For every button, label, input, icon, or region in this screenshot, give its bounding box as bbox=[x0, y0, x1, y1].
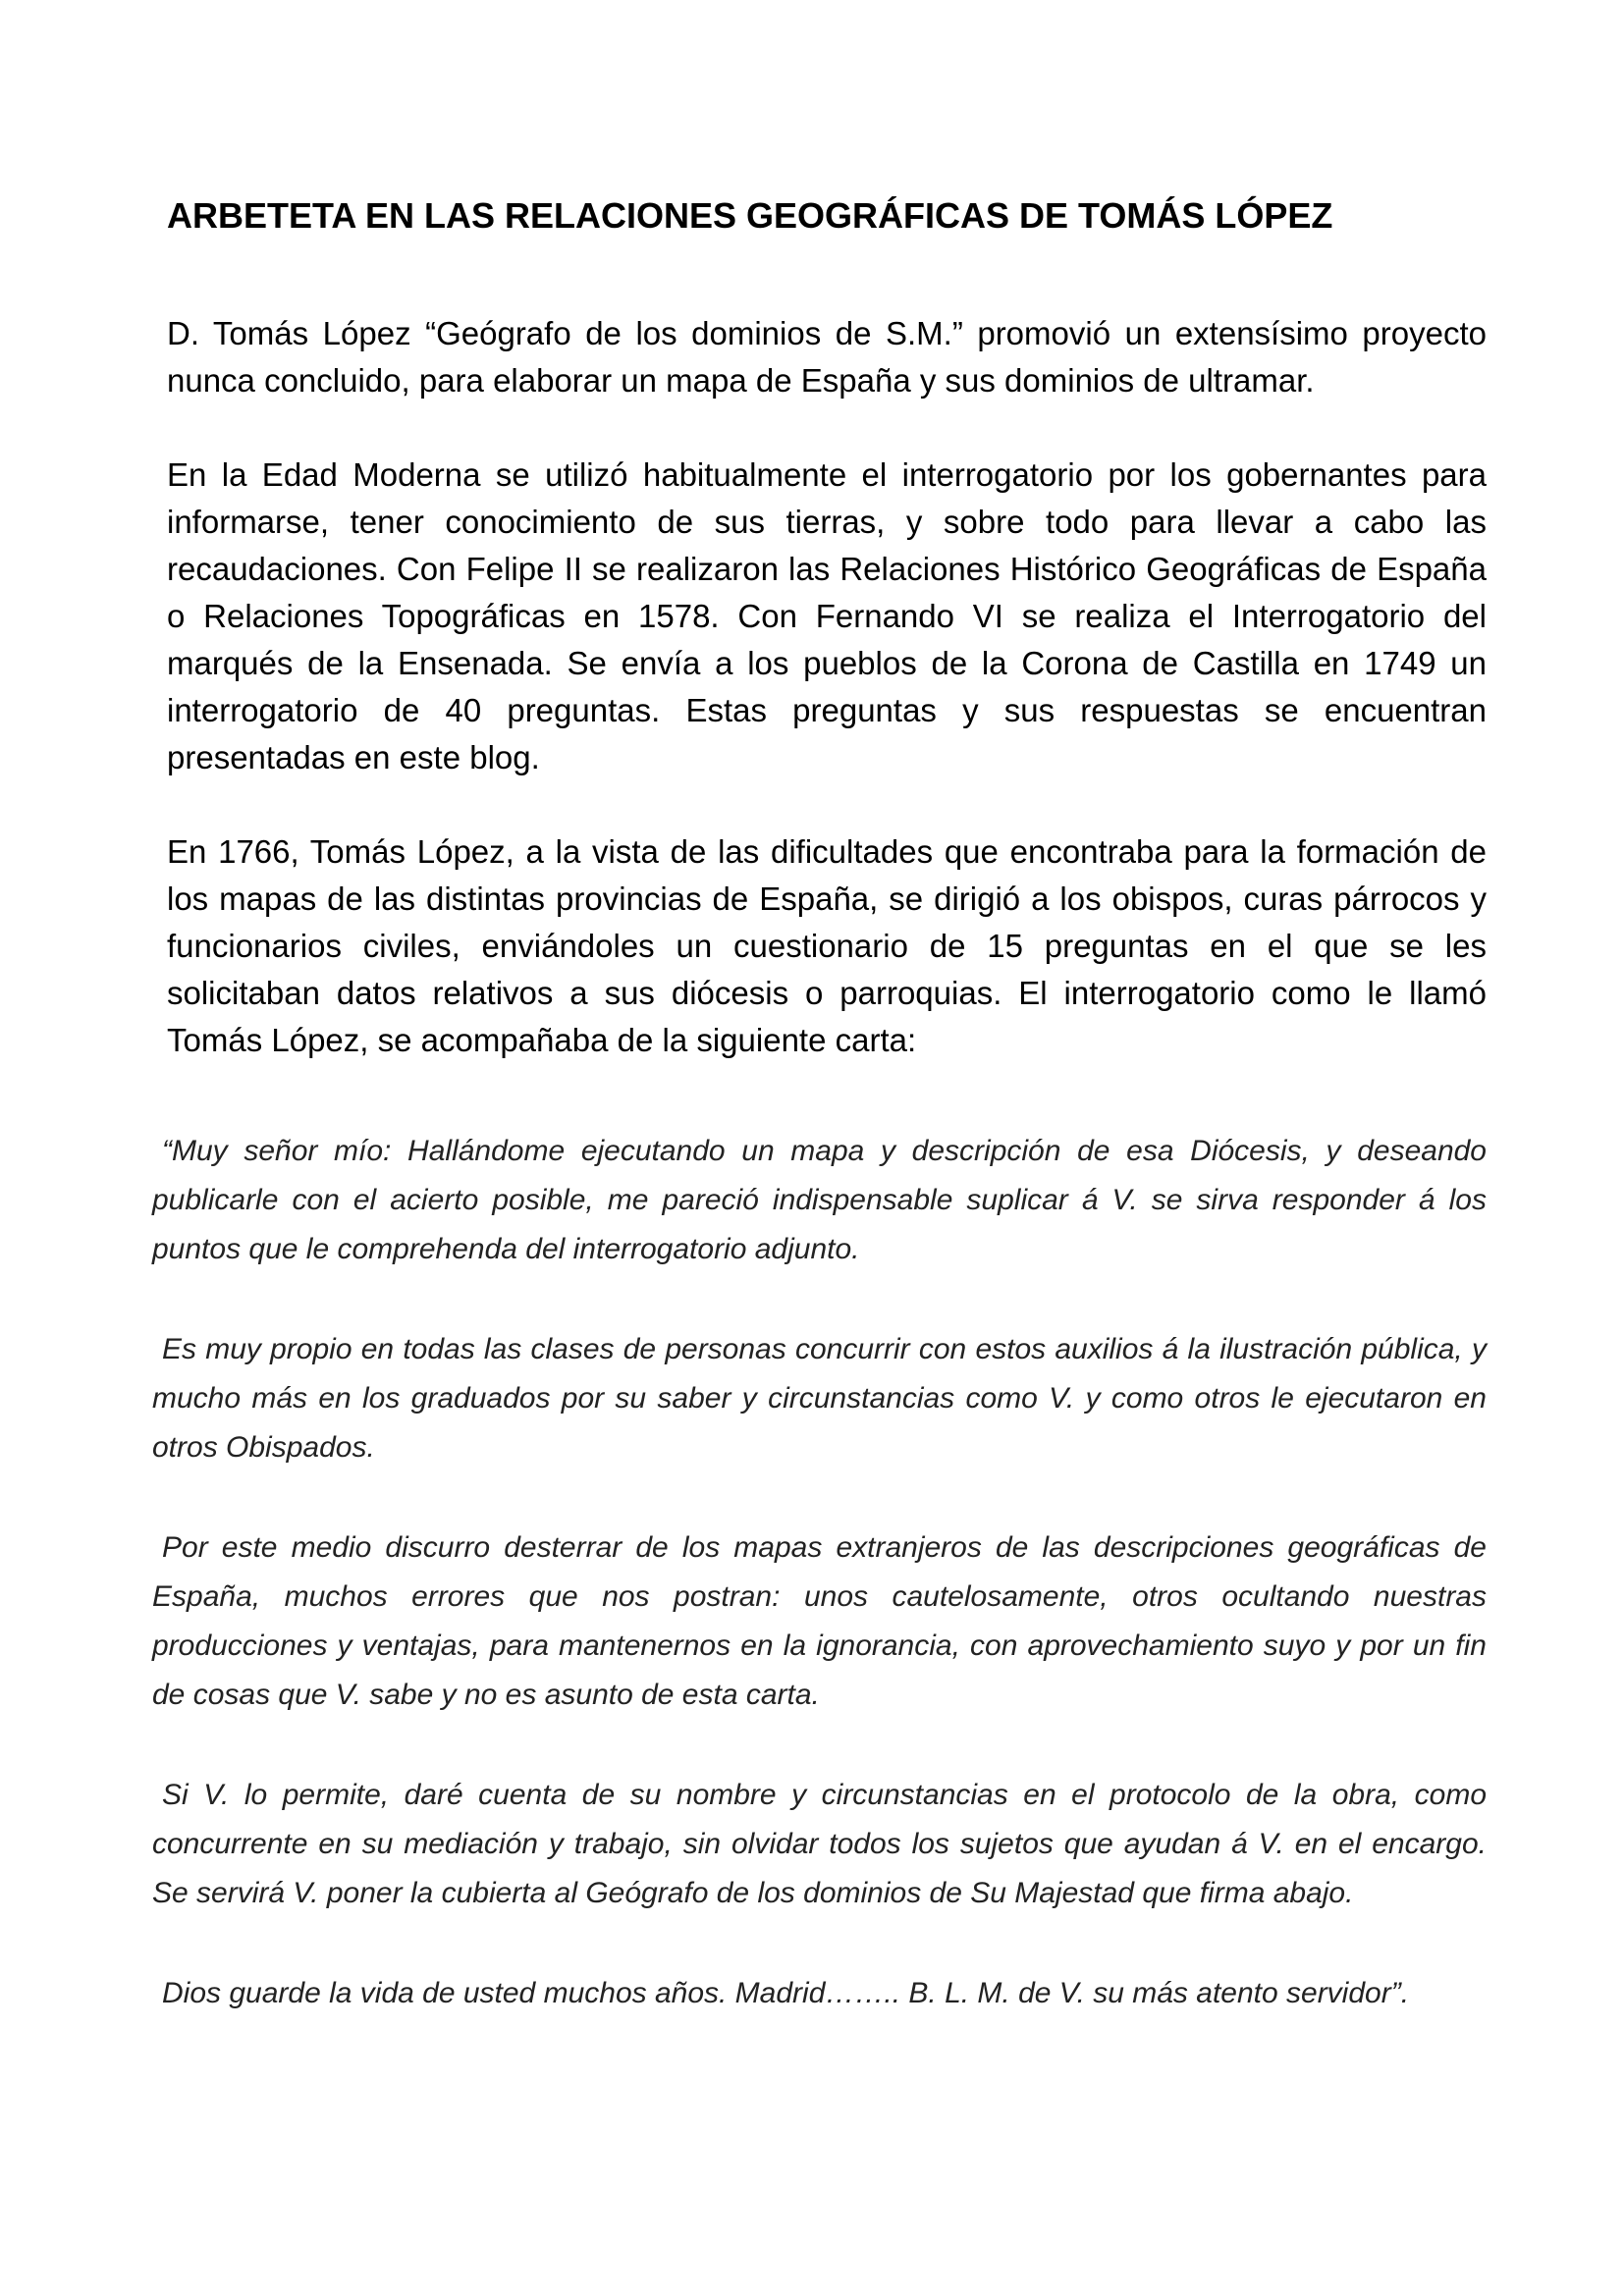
paragraph-1766: En 1766, Tomás López, a la vista de las dificultades que encontraba para la formación de los mapas de las distintas provincias de España, se dirigió a los obispos, curas párrocos y funcionarios civiles, enviándoles un cuestionario de 15 preguntas en el que se les solicitaban datos relativos a sus diócesis o parroquias. El interrogatorio como le llamó Tomás López, se acompañaba de la siguiente carta: bbox=[167, 833, 1487, 1058]
letter-paragraph-propio: Es muy propio en todas las clases de personas concurrir con estos auxilios á la ilustración pública, y mucho más en los graduados por su saber y circunstancias como V. y como otros le ejecutaron en otros Obispados. bbox=[152, 1333, 1487, 1464]
letter-paragraph-greeting: “Muy señor mío: Hallándome ejecutando un mapa y descripción de esa Diócesis, y deseando publicarle con el acierto posible, me pareció indispensable suplicar á V. se sirva responder á los puntos que le comprehenda del interrogatorio adjunto. bbox=[152, 1135, 1487, 1265]
document-title: ARBETETA EN LAS RELACIONES GEOGRÁFICAS DE TOMÁS LÓPEZ bbox=[167, 195, 1333, 236]
letter-paragraph-medio: Por este medio discurro desterrar de los mapas extranjeros de las descripciones geográficas de España, muchos errores que nos postran: unos cautelosamente, otros ocultando nuestras producciones y ventajas, para mantenernos en la ignorancia, con aprovechamiento suyo y por un fin de cosas que V. sabe y no es asunto de esta carta. bbox=[152, 1531, 1487, 1711]
paragraph-intro: D. Tomás López “Geógrafo de los dominios de S.M.” promovió un extensísimo proyecto nunca concluido, para elaborar un mapa de España y sus dominios de ultramar. bbox=[167, 315, 1487, 399]
paragraph-history: En la Edad Moderna se utilizó habitualmente el interrogatorio por los gobernantes para informarse, tener conocimiento de sus tierras, y sobre todo para llevar a cabo las recaudaciones. Con Felipe II se realizaron las Relaciones Histórico Geográficas de España o Relaciones Topográficas en 1578. Con Fernando VI se realiza el Interrogatorio del marqués de la Ensenada. Se envía a los pueblos de la Corona de Castilla en 1749 un interrogatorio de 40 preguntas. Estas preguntas y sus respuestas se encuentran presentadas en este blog. bbox=[167, 456, 1487, 775]
letter-paragraph-despedida: Dios guarde la vida de usted muchos años. Madrid…….. B. L. M. de V. su más atento servidor”. bbox=[162, 1977, 1410, 2009]
letter-paragraph-permiso: Si V. lo permite, daré cuenta de su nombre y circunstancias en el protocolo de la obra, como concurrente en su mediación y trabajo, sin olvidar todos los sujetos que ayudan á V. en el encargo. Se servirá V. poner la cubierta al Geógrafo de los dominios de Su Majestad que firma abajo. bbox=[152, 1779, 1487, 1909]
